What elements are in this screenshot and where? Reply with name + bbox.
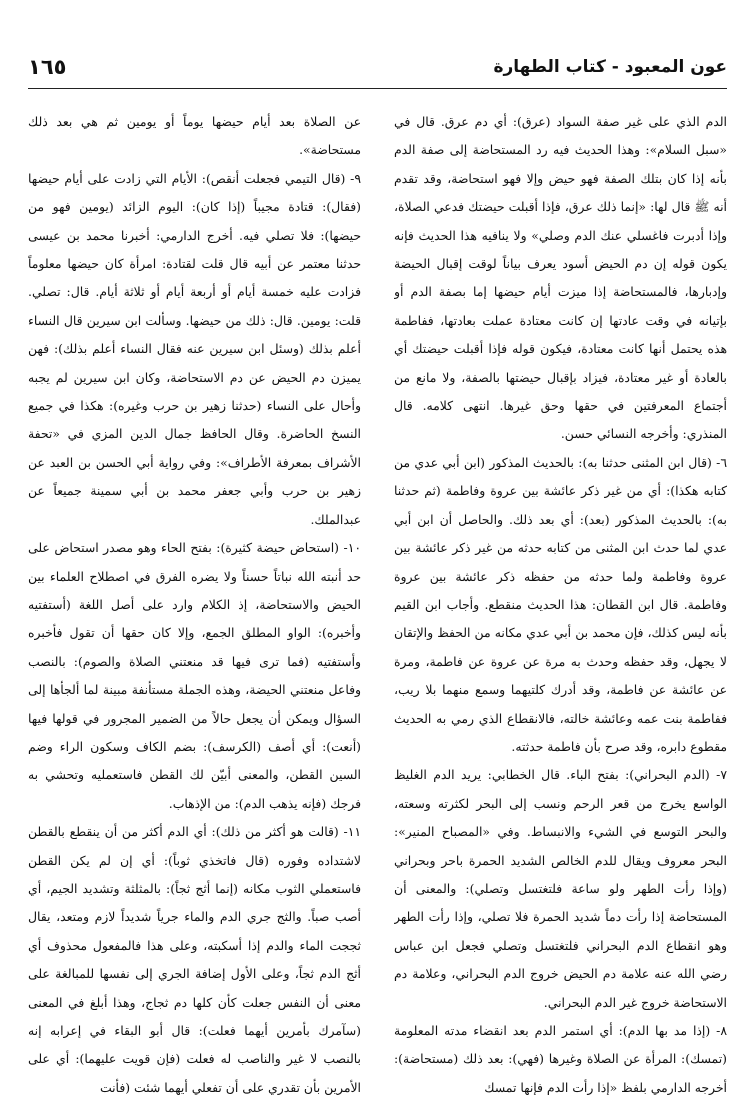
paragraph: ٩- (قال التيمي فجعلت أنقص): الأيام التي زادت على أيام حيضها (فقال): قتادة مجيباً (إذا كان): اليوم الزائد (يومين فهو من حيضها): فلا تصلي فيه. أخرج الدارمي: أخبرنا محمد بن عيسى حدثنا معتمر عن أبيه قال قلت لقتادة: امرأة كان حيضها معلوماً فزادت عليه خمسة أيام أو أربعة أيام أو ثلاثة أيام. قال: تصلي. قلت: يومين. قال: ذلك من حيضها. وسألت ابن سيرين قال النساء أعلم بذلك (وسئل ابن سيرين عنه فقال النساء أعلم بذلك): فهن يميزن دم الحيض عن دم الاستحاضة، وكان ابن سيرين لم يجبه وأحال على النساء (حدثنا زهير بن حرب وغيره): هكذا في جميع النسخ الحاضرة. وقال الحافظ جمال الدين المزي في «تحفة الأشراف بمعرفة الأطراف»: وفي رواية أبي الحسن بن العبد عن زهير بن حرب وأبي جعفر محمد بن أبي سمينة جميعاً عن عبدالملك. (28, 170, 361, 527)
text-columns (28, 108, 727, 1095)
paragraph: ٧- (الدم البحراني): بفتح الباء. قال الخطابي: يريد الدم الغليظ الواسع يخرج من قعر الرحم ونسب إلى البحر لكثرته وسعته، والبحر التوسع في الشيء والانبساط. وفي «المصباح المنير»: البحر معروف ويقال للدم الخالص الشديد الحمرة باحر وبحراني (وإذا رأت الطهر ولو ساعة فلتغتسل وتصلي): والمعنى أن المستحاضة إذا رأت دماً شديد الحمرة فلا تصلي، وإذا رأت الطهر وهو انقطاع الدم البحراني فلتغتسل وتصلي فجعل ابن عباس رضي الله عنه علامة دم الحيض خروج الدم البحراني، وعلامة دم الاستحاضة خروج غير الدم البحراني. (394, 767, 727, 1010)
page-number: ١٦٥ (28, 55, 67, 79)
left-column (28, 108, 361, 1095)
paragraph: ٨- (إذا مد بها الدم): أي استمر الدم بعد انقضاء مدته المعلومة (تمسك): المرأة عن الصلاة وغيرها (فهي): بعد ذلك (مستحاضة): أخرجه الدارمي بلفظ «إذا رأت الدم فإنها تمسك (394, 1023, 727, 1095)
paragraph: الدم الذي على غير صفة السواد (عرق): أي دم عرق. قال في «سبل السلام»: وهذا الحديث فيه رد المستحاضة إلى صفة الدم بأنه إذا كان بتلك الصفة فهو حيض وإلا فهو استحاضة، وقد تقدم أنه ﷺ قال لها: «إنما ذلك عرق، فإذا أقبلت حيضتك فدعي الصلاة، وإذا أدبرت فاغسلي عنك الدم وصلي» ولا ينافيه هذا الحديث فإنه يكون قوله إن دم الحيض أسود يعرف بياناً لوقت إقبال الحيضة وإدبارها، فالمستحاضة إذا ميزت أيام حيضها إما بصفة الدم أو بإتيانه في وقت عادتها إن كانت معتادة عملت بعادتها، ففاطمة هذه يحتمل أنها كانت معتادة، فيكون قوله فإذا أقبلت حيضتك أي بالعادة أو غير معتادة، فيزاد بإقبال حيضتها بالصفة، ولا مانع من أجتماع المعرفتين في حقها وحق غيرها. انتهى كلامه. قال المنذري: وأخرجه النسائي حسن. (394, 114, 727, 442)
running-title: عون المعبود - كتاب الطهارة (493, 57, 727, 77)
page-header (28, 46, 727, 89)
paragraph: ٦- (قال ابن المثنى حدثنا به): بالحديث المذكور (ابن أبي عدي من كتابه هكذا): أي من غير ذكر عائشة بين عروة وفاطمة (ثم حدثنا به): بالحديث المذكور (بعد): أي بعد ذلك. والحاصل أن ابن أبي عدي لما حدث ابن المثنى من كتابه حدثه من غير ذكر عائشة بين عروة وفاطمة ولما حدثه من حفظه ذكر عائشة بين عروة وفاطمة. قال ابن القطان: هذا الحديث منقطع. وأجاب ابن القيم بأنه ليس كذلك، فإن محمد بن أبي عدي مكانه من الحفظ والإتقان لا يجهل، وقد حفظه وحدث به مرة عن عروة عن فاطمة، ومرة عن عائشة عن فاطمة، وقد أدرك كلتيهما وسمع منهما بلا ريب، ففاطمة بنت عمه وعائشة خالته، فالانقطاع الذي رمي به الحديث مقطوع دابره، وقد صرح بأن فاطمة حدثته. (394, 454, 727, 754)
paragraph: ١١- (قالت هو أكثر من ذلك): أي الدم أكثر من أن ينقطع بالقطن لاشتداده وفوره (قال فاتخذي ثوباً): أي إن لم يكن القطن فاستعملي الثوب مكانه (إنما أثج ثجاً): بالمثلثة وتشديد الجيم، أي أصب صباً. والثج جري الدم والماء جرياً شديداً لازم ومتعد، يقال ثججت الماء والدم إذا أسكبته، وعلى هذا فالمفعول محذوف أي أثج الدم ثجاً، وعلى الأول إضافة الجري إلى نفسها للمبالغة على معنى أن النفس جعلت كأن كلها دم ثجاج، وهذا أبلغ في المعنى (سآمرك بأمرين أيهما فعلت): قال أبو البقاء في إعرابه إنه بالنصب لا غير والناصب له فعلت (فإن قويت عليهما): أي على الأمرين بأن تقدري على أن تفعلي أيهما شئت (فأنت (28, 824, 361, 1095)
right-column (394, 108, 727, 1095)
paragraph: عن الصلاة بعد أيام حيضها يوماً أو يومين ثم هي بعد ذلك مستحاضة». (28, 114, 361, 158)
paragraph: ١٠- (استحاض حيضة كثيرة): بفتح الحاء وهو مصدر استحاض على حد أنبته الله نباتاً حسناً ولا يضره الفرق في اصطلاح العلماء بين الحيض والاستحاضة، إذ الكلام وارد على أصل اللغة (أستفتيه وأخبره): الواو المطلق الجمع، وإلا كان حقها أن تقول فأخبره وأستفتيه (فما ترى فيها قد منعتني الصلاة والصوم): بالنصب وفاعل منعتني الحيضة، وهذه الجملة مستأنفة مبينة لما ألجأها إلى السؤال ويمكن أن يجعل حالاً من الضمير المجرور في قولها فيها (أنعت): أي أصف (الكرسف): بضم الكاف وسكون الراء وضم السين القطن، والمعنى أبيّن لك القطن فاستعمليه وتحشي به فرجك (فإنه يذهب الدم): من الإذهاب. (28, 540, 361, 811)
